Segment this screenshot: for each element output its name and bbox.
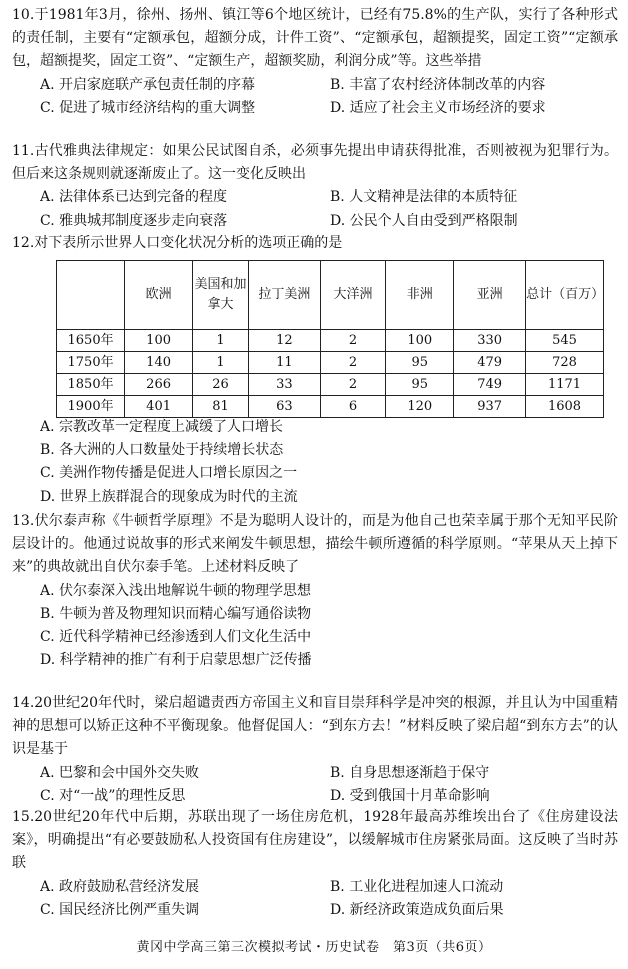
table-cell: 6: [320, 396, 386, 418]
table-cell: 1900年: [57, 396, 125, 418]
table-cell: 63: [249, 396, 321, 418]
question-13: [12, 510, 618, 672]
table-header-row: [57, 261, 604, 330]
table-header-cell: 大洋洲: [320, 261, 386, 330]
table-cell: 1: [193, 352, 249, 374]
question-11: [12, 140, 618, 233]
table-cell: 1608: [526, 396, 604, 418]
table-cell: 95: [386, 374, 454, 396]
question-number: 15.: [12, 809, 35, 825]
table-cell: 1750年: [57, 352, 125, 374]
option-d[interactable]: D. 新经济政策造成负面后果: [330, 901, 504, 918]
table-cell: 1850年: [57, 374, 125, 396]
option-a[interactable]: A. 巴黎和会中国外交失败: [40, 764, 200, 781]
table-cell: 140: [125, 352, 193, 374]
option-a[interactable]: A. 宗教改革一定程度上减缓了人口增长: [40, 419, 284, 435]
option-b[interactable]: B. 人文精神是法律的本质特征: [330, 189, 518, 206]
table-cell: 33: [249, 374, 321, 396]
table-row: [57, 374, 604, 396]
table-cell: 81: [193, 396, 249, 418]
table-header-cell: 亚洲: [454, 261, 526, 330]
option-b[interactable]: B. 牛顿为普及物理知识而精心编写通俗读物: [40, 605, 312, 622]
question-number: 10.: [12, 7, 35, 23]
table-cell: 1: [193, 330, 249, 352]
options: [12, 580, 618, 673]
question-number: 13.: [12, 513, 35, 529]
option-d[interactable]: D. 科学精神的推广有利于启蒙思想广泛传播: [40, 652, 312, 669]
option-c[interactable]: C. 美洲作物传播是促进人口增长原因之一: [40, 465, 298, 482]
option-b[interactable]: B. 丰富了农村经济体制改革的内容: [330, 76, 546, 93]
table-header-cell: 总计（百万）: [526, 261, 604, 330]
options: [12, 416, 618, 509]
population-table: [56, 260, 604, 418]
table-cell: 401: [125, 396, 193, 418]
table-cell: 11: [249, 352, 321, 374]
table-cell: 479: [454, 352, 526, 374]
table-cell: 12: [249, 330, 321, 352]
page-footer: 黄冈中学高三第三次模拟考试・历史试卷 第3页（共6页）: [136, 940, 492, 955]
table-row: [57, 330, 604, 352]
option-a[interactable]: A. 法律体系已达到完备的程度: [40, 189, 228, 206]
question-14: [12, 692, 618, 808]
table-row: [57, 352, 604, 374]
option-a[interactable]: A. 开启家庭联产承包责任制的序幕: [40, 76, 256, 93]
table-cell: 95: [386, 352, 454, 374]
option-c[interactable]: C. 近代科学精神已经渗透到人们文化生活中: [40, 629, 312, 646]
table-cell: 100: [386, 330, 454, 352]
question-12-options: [12, 416, 618, 509]
table-cell: 100: [125, 330, 193, 352]
table-cell: 749: [454, 374, 526, 396]
options: [12, 876, 618, 922]
table-header-cell: 欧洲: [125, 261, 193, 330]
question-stem: 对下表所示世界人口变化状况分析的选项正确的是: [34, 235, 343, 251]
option-c[interactable]: C. 对“一战”的理性反思: [40, 787, 186, 804]
table-cell: 26: [193, 374, 249, 396]
question-stem: 伏尔泰声称《牛顿哲学原理》不是为聪明人设计的，而是为他自己也荣幸属于那个无知平民阶层设计的。他通过说故事的形式来阐发牛顿思想，描绘牛顿所遵循的科学原则。“苹果从天上掉下来”的典故就出自伏尔泰手笔。上述材料反映了: [12, 513, 618, 576]
option-b[interactable]: B. 各大洲的人口数量处于持续增长状态: [40, 442, 284, 459]
question-stem: 于1981年3月，徐州、扬州、镇江等6个地区统计，已经有75.8%的生产队，实行了各种形式的责任制，主要有“定额承包，超额分成，计件工资”、“定额承包，超额提奖，固定工资”“定额承包，超额提奖，固定工资”、“定额生产，超额奖励，利润分成”等。这些举措: [12, 7, 618, 70]
option-c[interactable]: C. 雅典城邦制度逐步走向衰落: [40, 212, 228, 229]
option-d[interactable]: D. 适应了社会主义市场经济的要求: [330, 99, 546, 116]
table-cell: 1650年: [57, 330, 125, 352]
option-b[interactable]: B. 工业化进程加速人口流动: [330, 878, 504, 895]
table-header-cell: 拉丁美洲: [249, 261, 321, 330]
question-number: 11.: [12, 143, 35, 159]
table-cell: 545: [526, 330, 604, 352]
option-a[interactable]: A. 政府鼓励私营经济发展: [40, 878, 200, 895]
question-stem: 古代雅典法律规定：如果公民试图自杀，必须事先提出申请获得批准，否则被视为犯罪行为。但后来这条规则就逐渐废止了。这一变化反映出: [12, 143, 618, 183]
option-b[interactable]: B. 自身思想逐渐趋于保守: [330, 764, 490, 781]
table-cell: 937: [454, 396, 526, 418]
table-cell: 1171: [526, 374, 604, 396]
options: [12, 74, 618, 120]
option-c[interactable]: C. 国民经济比例严重失调: [40, 901, 200, 918]
option-c[interactable]: C. 促进了城市经济结构的重大调整: [40, 99, 256, 116]
question-stem: 20世纪20年代中后期，苏联出现了一场住房危机，1928年最高苏维埃出台了《住房建设法案》，明确提出“有必要鼓励私人投资国有住房建设”，以缓解城市住房紧张局面。这反映了当时苏联: [12, 809, 618, 872]
table-cell: 2: [320, 352, 386, 374]
question-10: [12, 4, 618, 120]
table-cell: 120: [386, 396, 454, 418]
table-cell: 330: [454, 330, 526, 352]
options: [12, 762, 618, 808]
table-cell: 2: [320, 330, 386, 352]
question-number: 14.: [12, 695, 35, 711]
table-row: [57, 396, 604, 418]
table-cell: 728: [526, 352, 604, 374]
option-a[interactable]: A. 伏尔泰深入浅出地解说牛顿的物理学思想: [40, 582, 312, 599]
table-cell: 266: [125, 374, 193, 396]
question-stem: 20世纪20年代时，梁启超谴责西方帝国主义和盲目崇拜科学是冲突的根源，并且认为中国重精神的思想可以矫正这种不平衡现象。他督促国人：“到东方去！”材料反映了梁启超“到东方去”的认识是基于: [12, 695, 618, 758]
table-header-cell: [57, 261, 125, 330]
table-header-cell: 非洲: [386, 261, 454, 330]
table-header-cell: 美国和加拿大: [193, 261, 249, 330]
option-d[interactable]: D. 公民个人自由受到严格限制: [330, 212, 518, 229]
question-number: 12.: [12, 235, 35, 251]
option-d[interactable]: D. 世界上族群混合的现象成为时代的主流: [40, 488, 298, 505]
question-12: [12, 232, 618, 255]
table-cell: 2: [320, 374, 386, 396]
question-15: [12, 806, 618, 922]
option-d[interactable]: D. 受到俄国十月革命影响: [330, 787, 490, 804]
options: [12, 186, 618, 232]
